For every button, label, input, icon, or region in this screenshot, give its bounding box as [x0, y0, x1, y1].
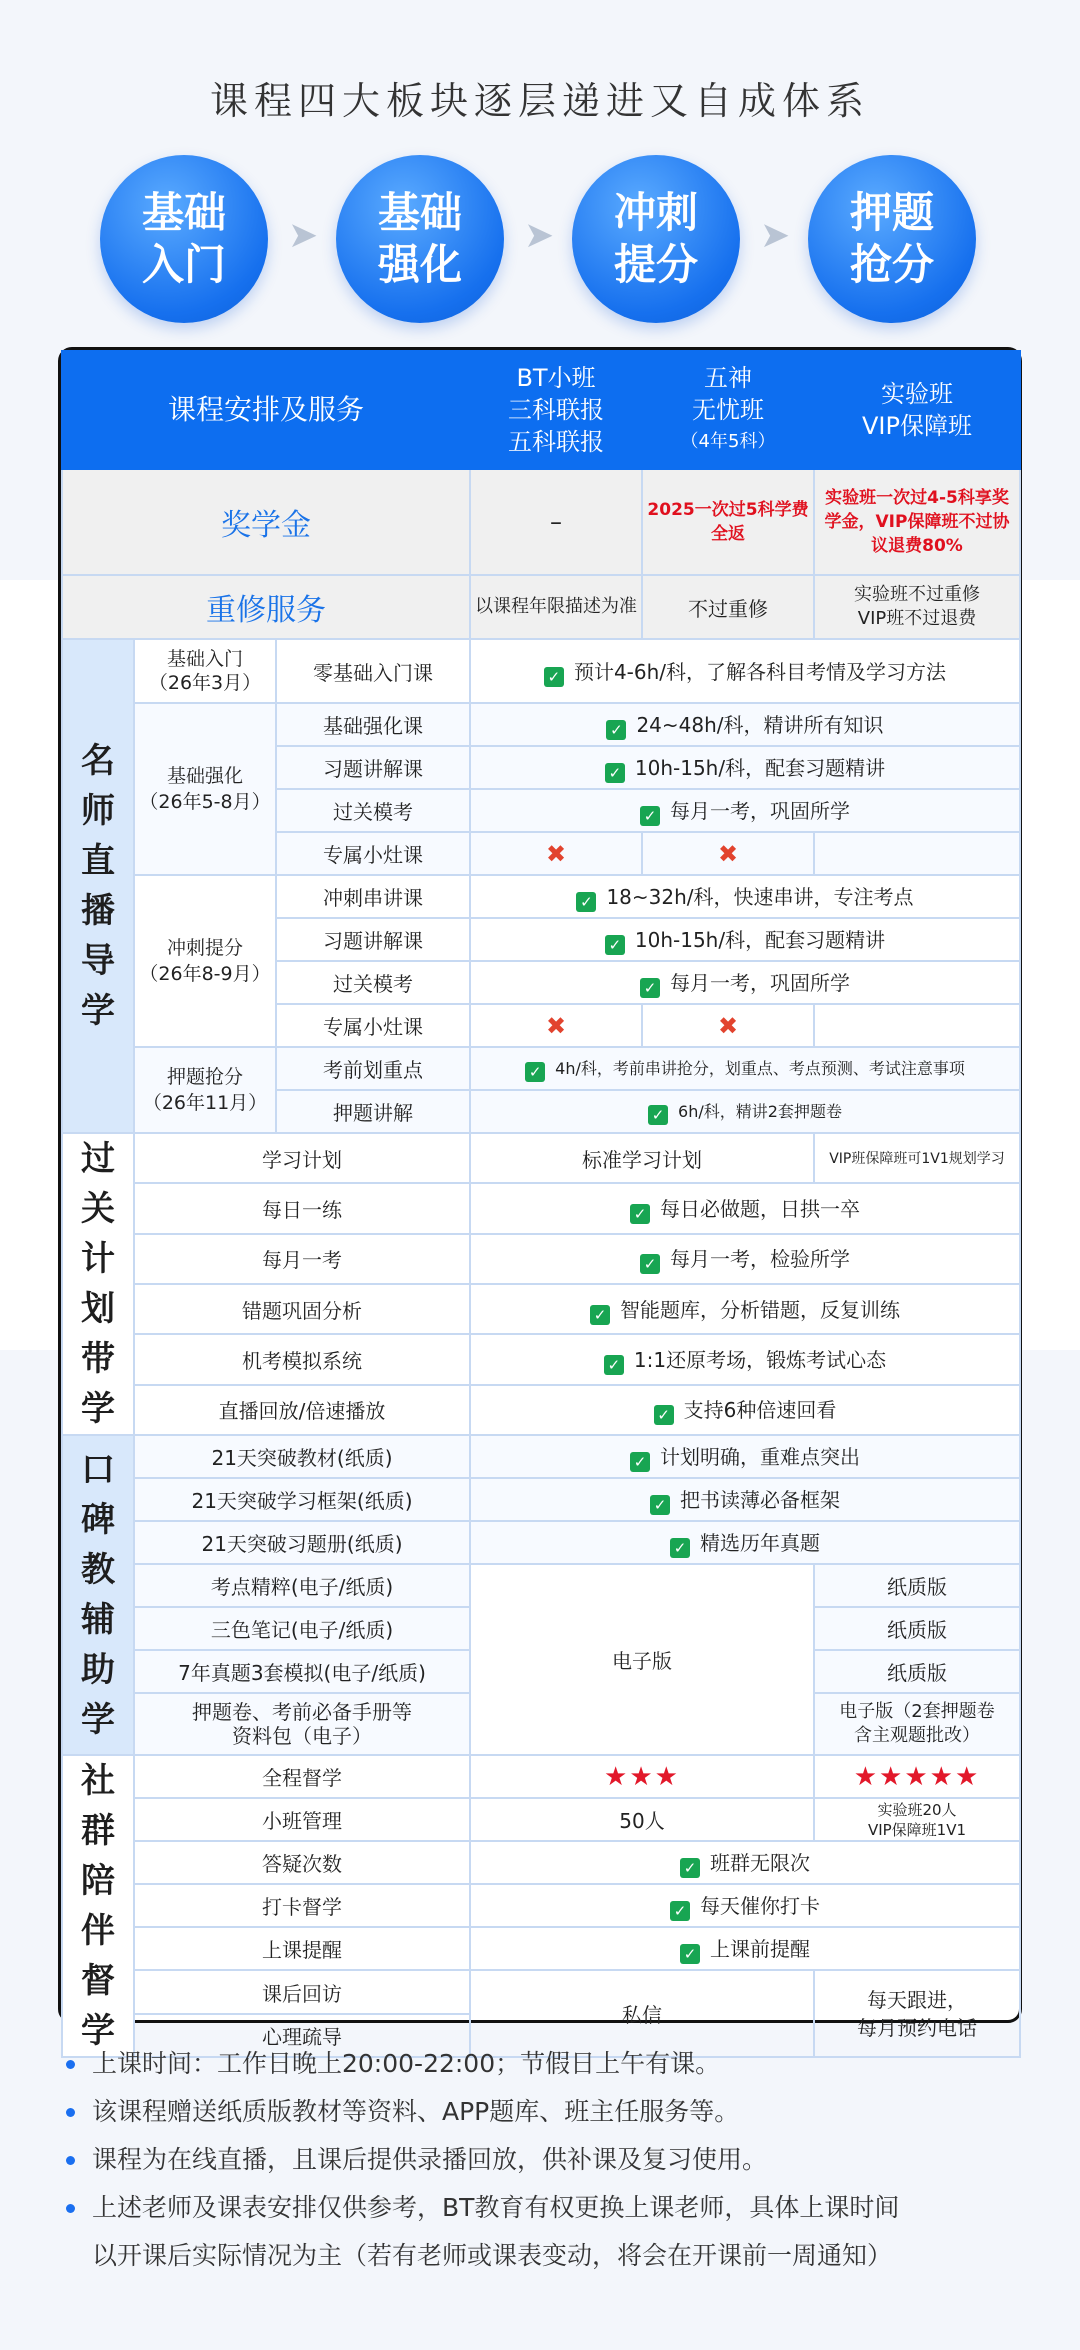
check-icon: ✓ — [544, 667, 564, 687]
note-item: 课程为在线直播，且课后提供录播回放，供补课及复习使用。 — [66, 2136, 1026, 2184]
page-title: 课程四大板块逐层递进又自成体系 — [209, 79, 870, 123]
item-vip: 纸质版 — [814, 1650, 1020, 1693]
stage-label: 基础强化 — [377, 188, 462, 289]
stage-circle — [336, 155, 504, 323]
item-value: ✓ 计划明确，重难点突出 — [470, 1435, 1020, 1478]
item-name: 答疑次数 — [134, 1841, 470, 1884]
item-value: ✓ 精选历年真题 — [470, 1521, 1020, 1564]
cross-icon: ✖ — [470, 1004, 642, 1047]
check-icon: ✓ — [605, 935, 625, 955]
item-name: 基础强化课 — [276, 703, 470, 746]
item-value: ✓ 24~48h/科，精讲所有知识 — [470, 703, 1020, 746]
section-label: 名师直播导学 — [62, 639, 134, 1133]
item-name: 全程督学 — [134, 1755, 470, 1798]
check-icon: ✓ — [654, 1405, 674, 1425]
table-row — [62, 1798, 1020, 1841]
check-icon: ✓ — [680, 1858, 700, 1878]
retake-row — [62, 575, 1020, 639]
check-icon: ✓ — [590, 1305, 610, 1325]
star-icon: ★★★ — [470, 1755, 814, 1798]
item-value: 标准学习计划 — [470, 1133, 814, 1183]
table-row — [62, 1884, 1020, 1927]
chevron-right-icon: ➤ — [760, 215, 791, 256]
item-name: 21天突破习题册(纸质) — [134, 1521, 470, 1564]
item-value: ✓ 每月一考，检验所学 — [470, 1234, 1020, 1284]
item-vip: 纸质版 — [814, 1564, 1020, 1607]
check-icon: ✓ — [670, 1538, 690, 1558]
note-item: 上课时间：工作日晚上20:00-22:00；节假日上午有课。 — [66, 2040, 1026, 2088]
header-title: 课程安排及服务 — [62, 351, 470, 469]
item-name: 过关模考 — [276, 789, 470, 832]
stage-label: 冲刺提分 — [613, 188, 698, 289]
note-item: 以开课后实际情况为主（若有老师或课表变动，将会在开课前一周通知） — [92, 2241, 893, 2270]
item-name: 心理疏导 — [134, 2014, 470, 2057]
item-vip: 纸质版 — [814, 1607, 1020, 1650]
item-name: 习题讲解课 — [276, 918, 470, 961]
item-name: 21天突破学习框架(纸质) — [134, 1478, 470, 1521]
section-label: 口碑教辅助学 — [62, 1435, 134, 1755]
item-name: 三色笔记(电子/纸质) — [134, 1607, 470, 1650]
item-value: ✓ 每月一考，巩固所学 — [470, 789, 1020, 832]
check-icon: ✓ — [604, 1355, 624, 1375]
item-value: ✓ 6h/科，精讲2套押题卷 — [470, 1090, 1020, 1133]
item-name: 专属小灶课 — [276, 832, 470, 875]
header-vip: 实验班 VIP保障班 — [814, 351, 1020, 469]
item-vip: VIP班保障班可1V1规划学习 — [814, 1133, 1020, 1183]
stage-label: 基础入门 — [141, 188, 226, 289]
item-value: ✓ 每月一考，巩固所学 — [470, 961, 1020, 1004]
stage-circle — [572, 155, 740, 323]
item-value: ✓ 智能题库，分析错题，反复训练 — [470, 1284, 1020, 1334]
item-value: ✓ 支持6种倍速回看 — [470, 1385, 1020, 1435]
stage-circle — [808, 155, 976, 323]
item-value: ✓ 预计4-6h/科，了解各科目考情及学习方法 — [470, 639, 1020, 703]
item-name: 上课提醒 — [134, 1927, 470, 1970]
table-row — [62, 1133, 1020, 1183]
stage-flow — [100, 155, 980, 325]
check-icon: ✓ — [525, 1062, 545, 1082]
table-row — [62, 1183, 1020, 1233]
group-label: 冲刺提分 （26年8-9月） — [134, 875, 276, 1047]
item-vip: 电子版（2套押题卷 含主观题批改） — [814, 1693, 1020, 1755]
group-label: 基础入门 （26年3月） — [134, 639, 276, 703]
table-row — [62, 703, 1020, 746]
item-value: ✓ 4h/科，考前串讲抢分，划重点、考点预测、考试注意事项 — [470, 1047, 1020, 1090]
table-cell: – — [470, 469, 642, 575]
item-name: 考前划重点 — [276, 1047, 470, 1090]
item-value: ✓ 10h-15h/科，配套习题精讲 — [470, 918, 1020, 961]
item-name: 21天突破教材(纸质) — [134, 1435, 470, 1478]
item-value: ✓ 上课前提醒 — [470, 1927, 1020, 1970]
course-table — [58, 347, 1022, 2051]
chevron-right-icon: ➤ — [288, 215, 319, 256]
table-row — [62, 1564, 1020, 1607]
scholarship-row — [62, 469, 1020, 575]
item-name: 7年真题3套模拟(电子/纸质) — [134, 1650, 470, 1693]
item-value: ✓ 10h-15h/科，配套习题精讲 — [470, 746, 1020, 789]
item-vip: 实验班20人 VIP保障班1V1 — [814, 1798, 1020, 1841]
check-icon: ✓ — [640, 1254, 660, 1274]
stage-label: 押题抢分 — [849, 188, 934, 289]
table-row — [62, 1385, 1020, 1435]
check-icon: ✓ — [606, 720, 626, 740]
table-cell — [814, 832, 1020, 875]
table-cell: 以课程年限描述为准 — [470, 575, 642, 639]
cross-icon: ✖ — [470, 832, 642, 875]
section-label: 社群陪伴督学 — [62, 1755, 134, 2057]
note-item: 该课程赠送纸质版教材等资料、APP题库、班主任服务等。 — [66, 2088, 1026, 2136]
stage-circle — [100, 155, 268, 323]
item-value: ✓ 18~32h/科，快速串讲，专注考点 — [470, 875, 1020, 918]
table-cell: 实验班不过重修 VIP班不过退费 — [814, 575, 1020, 639]
check-icon: ✓ — [630, 1204, 650, 1224]
merged-cell: 每天跟进， 每月预约电话 — [814, 1970, 1020, 2057]
table-row — [62, 1755, 1020, 1798]
table-row — [62, 1927, 1020, 1970]
table-row — [62, 639, 1020, 703]
item-name: 打卡督学 — [134, 1884, 470, 1927]
item-value: ✓ 把书读薄必备框架 — [470, 1478, 1020, 1521]
item-name: 机考模拟系统 — [134, 1334, 470, 1384]
table-cell: 实验班一次过4-5科享奖学金，VIP保障班不过协议退费80% — [814, 469, 1020, 575]
item-name: 习题讲解课 — [276, 746, 470, 789]
check-icon: ✓ — [640, 806, 660, 826]
check-icon: ✓ — [670, 1901, 690, 1921]
notes-list — [66, 2040, 1026, 2280]
table-header — [62, 351, 1020, 469]
item-name: 考点精粹(电子/纸质) — [134, 1564, 470, 1607]
check-icon: ✓ — [576, 892, 596, 912]
check-icon: ✓ — [605, 763, 625, 783]
item-name: 押题讲解 — [276, 1090, 470, 1133]
item-name: 零基础入门课 — [276, 639, 470, 703]
table-row — [62, 1047, 1020, 1090]
item-name: 学习计划 — [134, 1133, 470, 1183]
item-value: ✓ 每日必做题，日拱一卒 — [470, 1183, 1020, 1233]
chevron-right-icon: ➤ — [524, 215, 555, 256]
check-icon: ✓ — [680, 1944, 700, 1964]
note-item: 上述老师及课表安排仅供参考，BT教育有权更换上课老师，具体上课时间 — [66, 2184, 1026, 2232]
item-name: 冲刺串讲课 — [276, 875, 470, 918]
group-label: 押题抢分 （26年11月） — [134, 1047, 276, 1133]
table-row — [62, 875, 1020, 918]
item-name: 押题卷、考前必备手册等 资料包（电子） — [134, 1693, 470, 1755]
table-cell: 2025一次过5科学费全返 — [642, 469, 814, 575]
merged-cell: 电子版 — [470, 1564, 814, 1755]
merged-cell: 私信 — [470, 1970, 814, 2057]
table-row — [62, 1521, 1020, 1564]
table-row — [62, 1284, 1020, 1334]
star-icon: ★★★★★ — [814, 1755, 1020, 1798]
header-bt-class: BT小班 三科联报 五科联报 — [470, 351, 642, 469]
item-name: 过关模考 — [276, 961, 470, 1004]
check-icon: ✓ — [640, 978, 660, 998]
item-name: 专属小灶课 — [276, 1004, 470, 1047]
section-label: 过关计划带学 — [62, 1133, 134, 1435]
item-name: 课后回访 — [134, 1970, 470, 2014]
table-cell — [814, 1004, 1020, 1047]
group-label: 基础强化 （26年5-8月） — [134, 703, 276, 875]
item-name: 错题巩固分析 — [134, 1284, 470, 1334]
scholarship-label: 奖学金 — [62, 469, 470, 575]
item-name: 小班管理 — [134, 1798, 470, 1841]
item-value: ✓ 1:1还原考场，锻炼考试心态 — [470, 1334, 1020, 1384]
retake-label: 重修服务 — [62, 575, 470, 639]
header-wushen: 五神 无忧班 （4年5科） — [642, 351, 814, 469]
cross-icon: ✖ — [642, 1004, 814, 1047]
table-row — [62, 1478, 1020, 1521]
check-icon: ✓ — [648, 1105, 668, 1125]
table-row — [62, 1970, 1020, 2014]
table-row — [62, 1234, 1020, 1284]
check-icon: ✓ — [650, 1495, 670, 1515]
table-row — [62, 1841, 1020, 1884]
item-name: 每日一练 — [134, 1183, 470, 1233]
item-name: 每月一考 — [134, 1234, 470, 1284]
table-row — [62, 1334, 1020, 1384]
table-row — [62, 1435, 1020, 1478]
item-value: ✓ 每天催你打卡 — [470, 1884, 1020, 1927]
cross-icon: ✖ — [642, 832, 814, 875]
table-cell: 不过重修 — [642, 575, 814, 639]
check-icon: ✓ — [630, 1452, 650, 1472]
item-value: 50人 — [470, 1798, 814, 1841]
item-name: 直播回放/倍速播放 — [134, 1385, 470, 1435]
item-value: ✓ 班群无限次 — [470, 1841, 1020, 1884]
